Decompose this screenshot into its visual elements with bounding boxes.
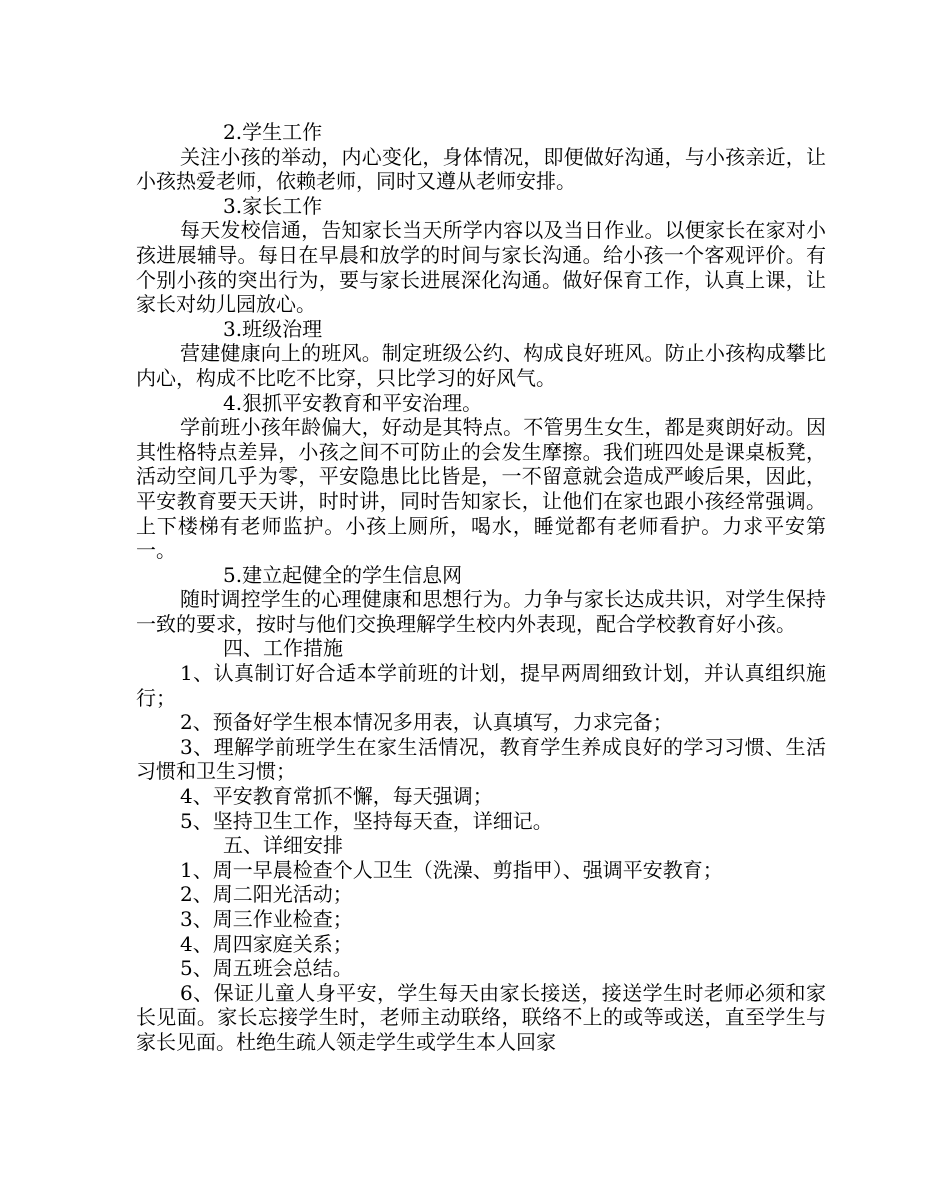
section-heading-student-work: 2.学生工作	[223, 120, 323, 144]
list-item-schedule-3: 3、周三作业检查；	[180, 907, 353, 931]
section-heading-schedule: 五、详细安排	[223, 833, 343, 858]
paragraph-safety: 学前班小孩年龄偏大，好动是其特点。不管男生女生，都是爽朗好动。因其性格特点差异，小孩之间不可防止的会发生摩擦。我们班四处是课桌板凳，活动空间几乎为零，平安隐患比比皆是，一不留意就会造成严峻后果，因此，平安教育要天天讲，时时讲，同时告知家长，让他们在家也跟小孩经常强调。上下楼梯有老师监护。小孩上厕所，喝水，睡觉都有老师看护。力求平安第一。	[136, 415, 826, 563]
paragraph-class-management: 营建健康向上的班风。制定班级公约、构成良好班风。防止小孩构成攀比内心，构成不比吃不比穿，只比学习的好风气。	[136, 341, 826, 390]
list-item-schedule-5: 5、周五班会总结。	[180, 956, 353, 981]
paragraph-student-work: 关注小孩的举动，内心变化，身体情况，即便做好沟通，与小孩亲近，让小孩热爱老师，依赖老师，同时又遵从老师安排。	[136, 144, 826, 194]
section-heading-parent-work: 3.家长工作	[223, 193, 323, 218]
document-page	[136, 120, 826, 1055]
list-item-schedule-4: 4、周四家庭关系；	[180, 931, 353, 956]
list-item-measure-4: 4、平安教育常抓不懈，每天强调；	[180, 784, 493, 809]
section-heading-class-management: 3.班级治理	[223, 316, 323, 341]
list-item-measure-1: 1、认真制订好合适本学前班的计划，提早两周细致计划，并认真组织施行；	[136, 661, 826, 710]
section-heading-info-network: 5.建立起健全的学生信息网	[223, 562, 463, 587]
list-item-schedule-6: 6、保证儿童人身平安，学生每天由家长接送，接送学生时老师必须和家长见面。家长忘接学生时，老师主动联络，联络不上的或等或送，直至学生与家长见面。杜绝生疏人领走学生或学生本人回家	[136, 980, 826, 1054]
paragraph-info-network: 随时调控学生的心理健康和思想行为。力争与家长达成共识，对学生保持一致的要求，按时与他们交换理解学生校内外表现，配合学校教育好小孩。	[136, 587, 826, 636]
section-heading-safety: 4.狠抓平安教育和平安治理。	[223, 390, 483, 415]
list-item-schedule-2: 2、周二阳光活动；	[180, 882, 353, 907]
list-item-measure-3: 3、理解学前班学生在家生活情况，教育学生养成良好的学习习惯、生活习惯和卫生习惯；	[136, 734, 826, 784]
list-item-measure-2: 2、预备好学生根本情况多用表，认真填写，力求完备；	[180, 710, 673, 735]
paragraph-parent-work: 每天发校信通，告知家长当天所学内容以及当日作业。以便家长在家对小孩进展辅导。每日在早晨和放学的时间与家长沟通。给小孩一个客观评价。有个别小孩的突出行为，要与家长进展深化沟通。做好保育工作，认真上课，让家长对幼儿园放心。	[136, 218, 826, 317]
list-item-measure-5: 5、坚持卫生工作，坚持每天查，详细记。	[180, 808, 553, 833]
section-heading-measures: 四、工作措施	[223, 636, 343, 661]
list-item-schedule-1: 1、周一早晨检查个人卫生（洗澡、剪指甲）、强调平安教育；	[180, 857, 723, 882]
